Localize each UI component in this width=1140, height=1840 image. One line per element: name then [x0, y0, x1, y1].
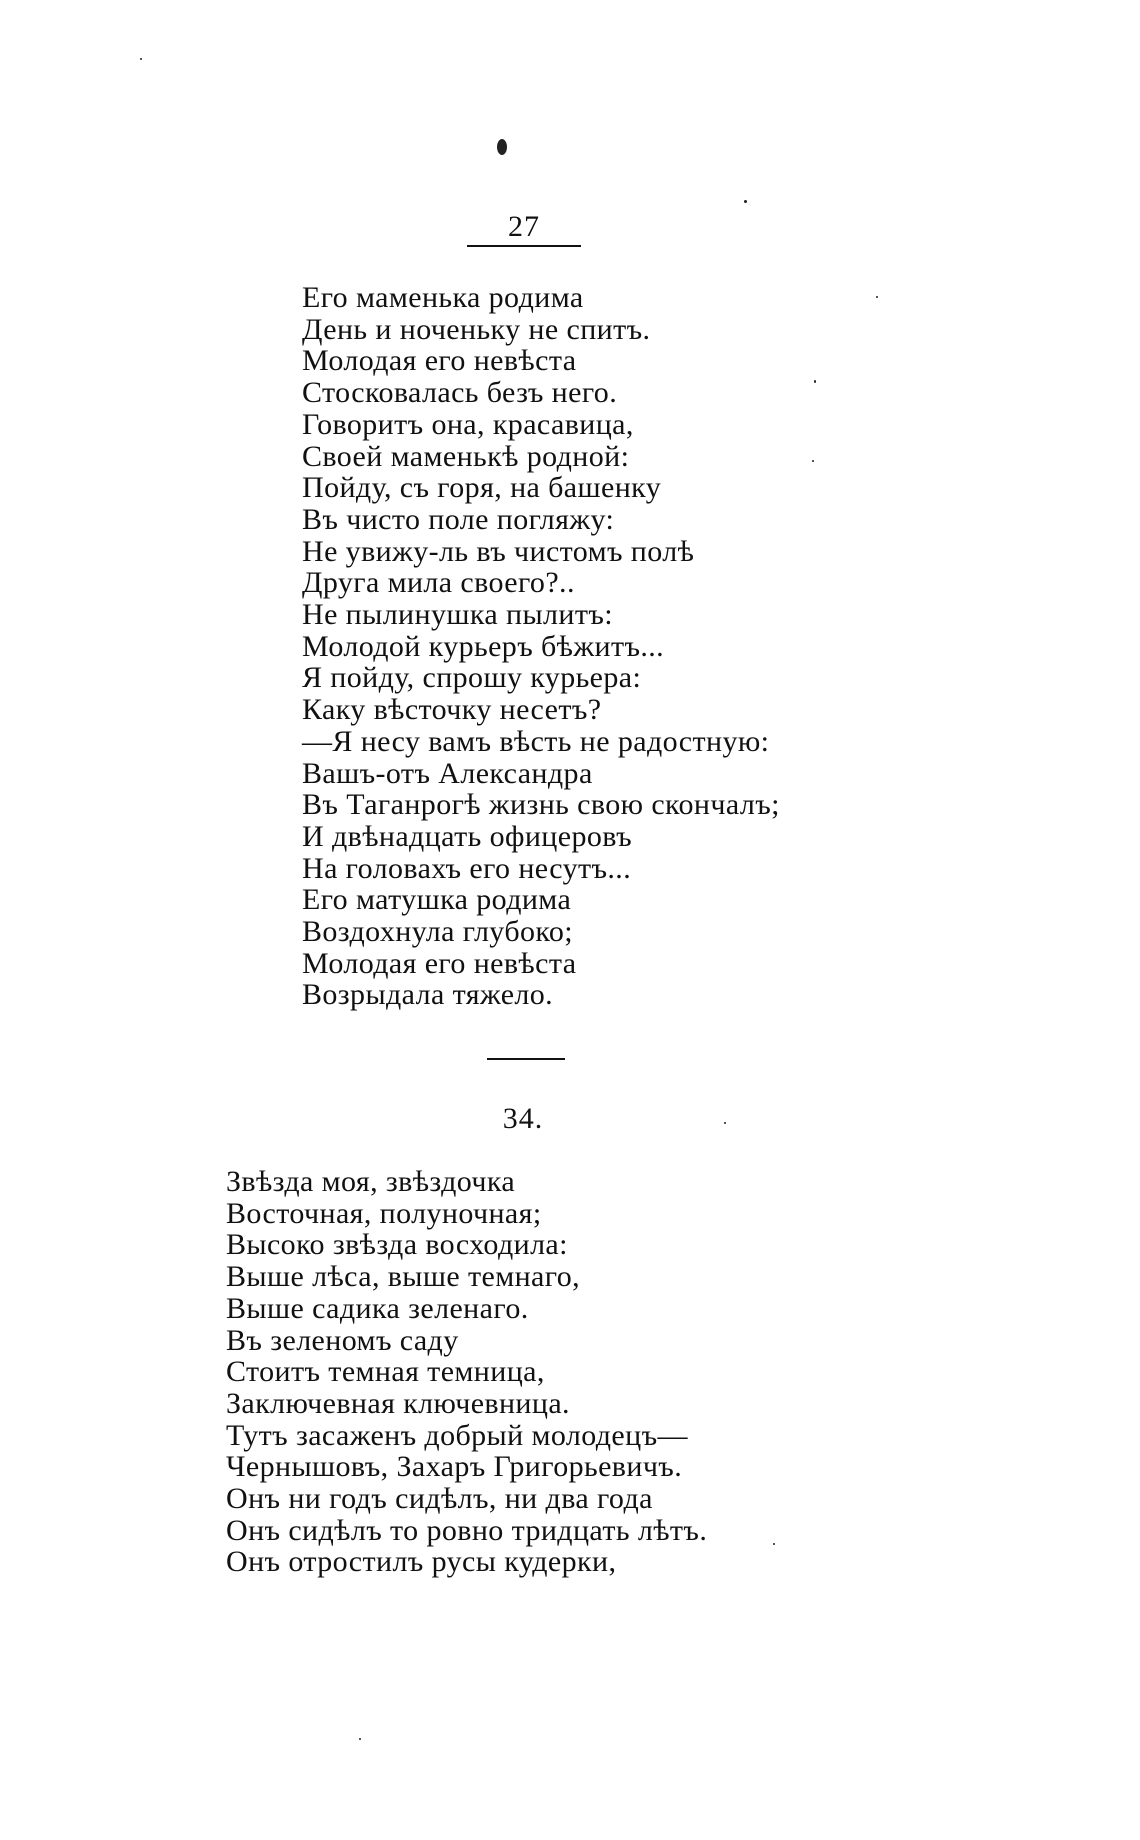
ink-speck [140, 58, 142, 60]
verse-line: Въ чисто поле погляжу: [302, 502, 615, 536]
ink-speck [744, 200, 747, 203]
ink-speck [724, 1122, 726, 1124]
verse-line: Вашъ-отъ Александра [302, 756, 593, 790]
verse-line: Молодая его невѣста [302, 946, 577, 980]
verse-line: Его маменька родима [302, 281, 584, 314]
verse-line: День и ноченьку не спитъ. [302, 312, 651, 346]
verse-line: Я пойду, спрошу курьера: [302, 661, 642, 695]
verse-line: Тутъ засаженъ добрый молодецъ— [226, 1418, 688, 1452]
verse-line: Высоко звѣзда восходила: [226, 1228, 568, 1262]
poem-number: 34. [502, 1102, 544, 1135]
verse-line: Не пылинушка пылитъ: [302, 598, 614, 632]
ink-speck [497, 139, 507, 155]
verse-line: Стоитъ темная темница, [226, 1355, 545, 1389]
verse-line: Выше лѣса, выше темнаго, [226, 1260, 581, 1294]
verse-line: И двѣнадцать офицеровъ [302, 819, 632, 853]
verse-line: Онъ отростилъ русы кудерки, [226, 1545, 617, 1579]
verse-line: Молодой курьеръ бѣжитъ... [302, 629, 665, 663]
verse-line: Друга мила своего?.. [302, 566, 575, 600]
verse-line: Возрыдала тяжело. [302, 978, 554, 1012]
verse-line: Звѣзда моя, звѣздочка [226, 1165, 516, 1198]
verse-line: Чернышовъ, Захаръ Григорьевичъ. [226, 1450, 683, 1484]
verse-line: —Я несу вамъ вѣсть не радостную: [302, 724, 770, 758]
verse-line: Онъ сидѣлъ то ровно тридцать лѣтъ. [226, 1513, 708, 1547]
verse-line: Его матушка родима [302, 883, 572, 917]
verse-line: Не увижу-ль въ чистомъ полѣ [302, 534, 695, 568]
verse-line: Говоритъ она, красавица, [302, 407, 634, 441]
page-number-rule [467, 245, 581, 247]
verse-line: Заключевная ключевница. [226, 1386, 570, 1420]
verse-line: Каку вѣсточку несетъ? [302, 693, 602, 727]
poem-34-verse [226, 1166, 707, 1578]
ink-speck [812, 460, 814, 462]
verse-line: Пойду, съ горя, на башенку [302, 471, 662, 505]
verse-line: Восточная, полуночная; [226, 1196, 542, 1230]
verse-line: Молодая его невѣста [302, 344, 577, 378]
section-divider [487, 1058, 565, 1060]
verse-line: Воздохнула глубоко; [302, 915, 573, 949]
verse-line: На головахъ его несутъ... [302, 851, 632, 885]
verse-line: Своей маменькѣ родной: [302, 439, 630, 473]
page-number: 27 [508, 210, 540, 243]
ink-speck [359, 1738, 361, 1740]
ink-speck [773, 1543, 775, 1545]
verse-line: Выше садика зеленаго. [226, 1291, 529, 1325]
verse-line: Въ зеленомъ саду [226, 1323, 459, 1357]
verse-line: Въ Таганрогѣ жизнь свою скончалъ; [302, 788, 780, 822]
poem-33-verse [302, 282, 780, 1011]
verse-line: Стосковалась безъ него. [302, 376, 618, 410]
verse-line: Онъ ни годъ сидѣлъ, ни два года [226, 1482, 653, 1516]
ink-speck [814, 380, 816, 383]
ink-speck [876, 296, 878, 298]
